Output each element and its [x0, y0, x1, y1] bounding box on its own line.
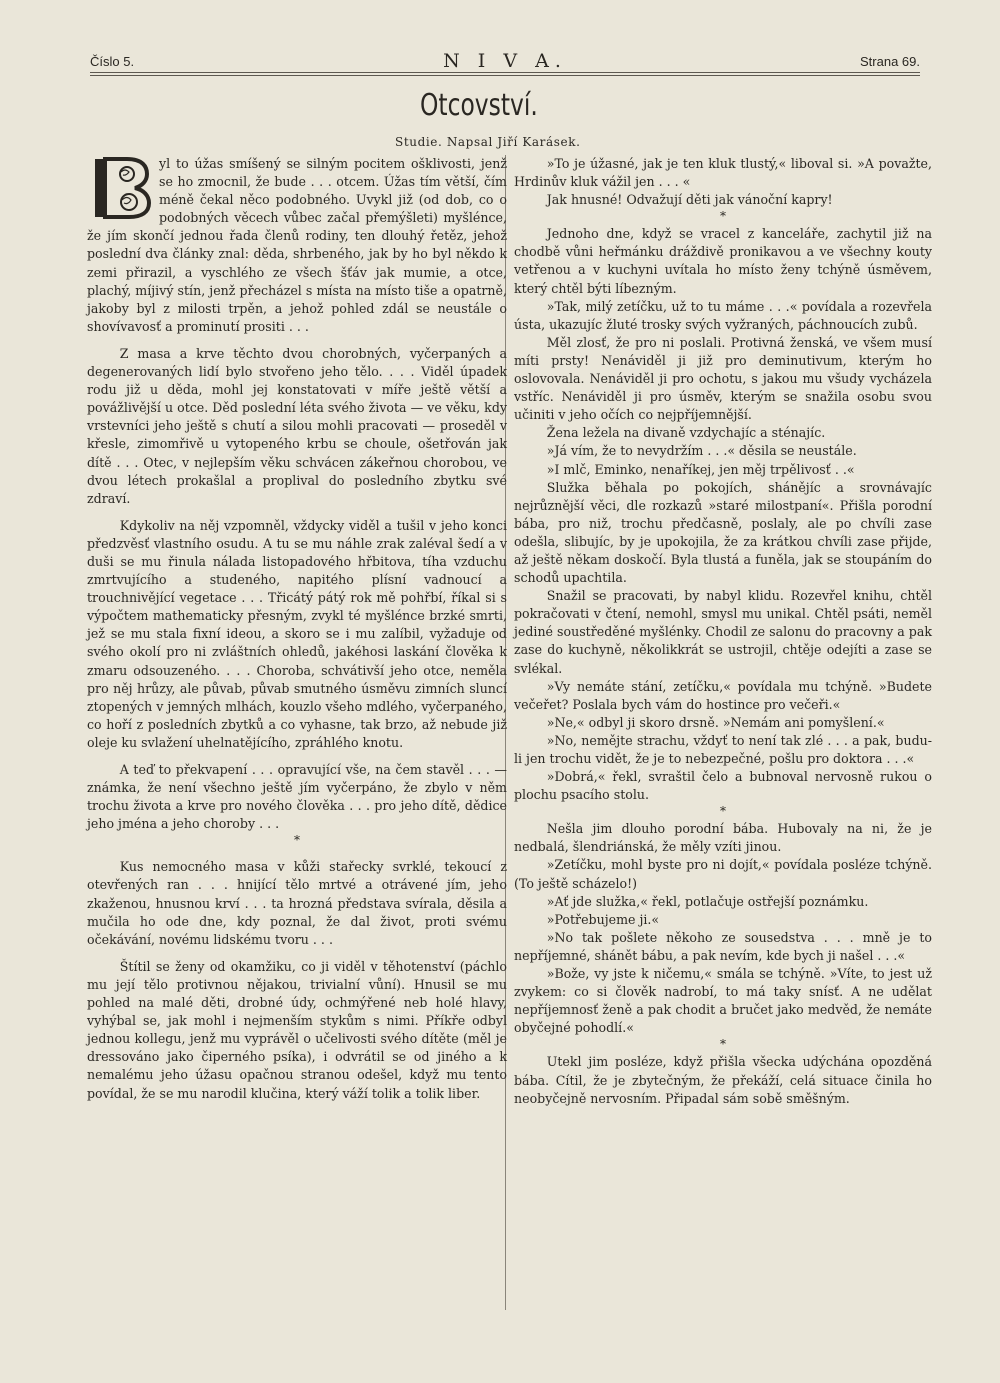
article-title: Otcovství.: [420, 88, 538, 123]
paragraph: »Zetíčku, mohl byste pro ni dojít,« povídala posléze tchýně. (To ještě scházelo!): [514, 857, 932, 891]
left-column: [87, 155, 507, 1103]
paragraph: Nešla jim dlouho porodní bába. Hubovaly na ni, že je nedbalá, šlendriánská, že měly vzíti jinou.: [514, 821, 932, 855]
paragraph: »Já vím, že to nevydržím . . .« děsila se neustále.: [546, 443, 857, 459]
paragraph: yl to úžas smíšený se silným pocitem ošklivosti, jenž se ho zmocnil, že bude . . . otcem. Úžas tím větší, čím méně čekal něco podobného. Uvykl již (od dob, co o podobných věcech vůbec začal přemýšleti) myšlénce, že jím skončí jednou řada členů rodiny, ten dlouhý řetěz, jehož poslední dva články znal: děda, shrbeného, jak by ho byl někdo k zemi přirazil, a vyschlého ze všech šťáv jak mumie, a otce, plachý, míjivý stín, jenž přecházel s místa na místo tiše a opatrně, jakoby byl z milosti trpěn, a jehož pohled zdál se neustále o shovívavosť a prominutí prositi . . .: [87, 156, 507, 334]
header-rule-double: [90, 75, 920, 76]
section-separator: *: [720, 804, 726, 819]
paragraph: »Ne,« odbyl ji skoro drsně. »Nemám ani pomyšlení.«: [546, 714, 885, 730]
paragraph: Jak hnusné! Odvažují děti jak vánoční kapry!: [546, 192, 833, 208]
paragraph: Žena ležela na divaně vzdychajíc a sténajíc.: [546, 425, 826, 441]
article-byline: Studie. Napsal Jiří Karásek.: [395, 135, 581, 149]
header-rule: [90, 72, 920, 73]
section-separator: *: [720, 1037, 726, 1052]
paragraph: Štítil se ženy od okamžiku, co ji viděl v těhotenství (páchlo mu její tělo protivnou nějakou, trivialní vůní). Hnusil se mu pohled na malé děti, drobné údy, ochmýřené neb holé hlavy, vyhýbal se, jak mohl i nejmenším stykům s nimi. Příkře odbyl jednou kollegu, jenž mu vyprávěl o učelivosti svého dítěte (měl je dressováno jako čiperného psíka), i odvrátil se od jiného a k nemalému jeho úžasu opačnou stranou odešel, když mu tento povídal, že se mu narodil klučina, který váží tolik a tolik liber.: [87, 958, 507, 1101]
paragraph: »To je úžasné, jak je ten kluk tlustý,« liboval si. »A považte, Hrdinův kluk vážil jen . . . «: [514, 156, 932, 190]
paragraph: »Vy nemáte stání, zetíčku,« povídala mu tchýně. »Budete večeřet? Poslala bych vám do hostince pro večeři.«: [514, 678, 932, 712]
paragraph: Měl zlosť, že pro ni poslali. Protivná ženská, ve všem musí míti prsty! Nenáviděl ji již pro deminutivum, kterým ho oslovovala. Nenáviděl ji pro ochotu, s jakou mu všudy vycházela vstříc. Nenáviděl ji pro úsměv, kterým se snažila osobu svou učiniti v jeho očích co nejpříjemnější.: [514, 334, 932, 423]
paragraph: »No tak pošlete někoho ze sousedstva . . . mně je to nepříjemné, shánět bábu, a pak nevím, kde bych ji našel . . .«: [514, 929, 932, 963]
paragraph: »Dobrá,« řekl, svraštil čelo a bubnoval nervosně rukou o plochu psacího stolu.: [514, 769, 932, 803]
section-separator: *: [294, 833, 300, 848]
paragraph: A teď to překvapení . . . opravující vše, na čem stavěl . . . — známka, že není všechno ještě jím vyčerpáno, že zbylo v něm trochu života a krve pro nového člověka . . . pro jeho dítě, dědice jeho jména a jeho choroby . . .: [87, 762, 507, 832]
paragraph: »I mlč, Eminko, nenaříkej, jen měj trpělivosť . .«: [546, 461, 855, 477]
dropcap-b-icon: [91, 157, 153, 219]
right-column: [514, 155, 932, 1108]
paragraph: »Bože, vy jste k ničemu,« smála se tchýně. »Víte, to jest už zvykem: co si člověk nadrobí, to má taky snísť. A ne udělat nepříjemnosť ženě a pak chodit a bručet jako medvěd, že nemáte obyčejné pohodlí.«: [514, 966, 932, 1036]
running-header: [90, 50, 920, 72]
paragraph: Kus nemocného masa v kůži stařecky svrklé, tekoucí z otevřených ran . . . hnijící tělo mrtvé a otrávené jím, jeho zkaženou, hnusnou krví . . . ta hrozná představa svírala, děsila a mučila ho ode dne, kdy poznal, že dal život, proti svému očekávání, novému lidskému tvoru . . .: [87, 859, 507, 947]
paragraph: Snažil se pracovati, by nabyl klidu. Rozevřel knihu, chtěl pokračovati v čtení, nemohl, smysl mu unikal. Chtěl psáti, neměl jediné soustředěné myšlénky. Chodil ze salonu do pracovny a pak zase do kuchyně, několikkrát se ustrojil, chtěje odejíti a zase se svlékal.: [514, 588, 932, 676]
paragraph: »Potřebujeme ji.«: [546, 911, 660, 927]
ornamental-dropcap: [91, 157, 153, 219]
paragraph: »No, nemějte strachu, vždyť to není tak zlé . . . a pak, budu-li jen trochu vidět, že je to nebezpečné, pošlu pro doktora . . .«: [514, 732, 932, 766]
journal-name: N I V A.: [443, 50, 567, 72]
page-number: Strana 69.: [860, 54, 920, 69]
issue-number: Číslo 5.: [90, 54, 135, 69]
paragraph: »Ať jde služka,« řekl, potlačuje ostřejší poznámku.: [546, 893, 869, 909]
paragraph: Kdykoliv na něj vzpomněl, vždycky viděl a tušil v jeho konci předzvěsť vlastního osudu. A tu se mu náhle zrak zaléval šedí a v duši se mu řinula nálada listopadového hřbitova, tíha vzduchu zmrtvujícího a studeného, napitého plísní vadnoucí a trouchnivějící vegetace . . . Třicátý pátý rok mě pohřbí, říkal si s výpočtem mathematicky přesným, zvykl té myšlénce brzké smrti, jež se mu stala fixní ideou, a skoro se i mu zalíbil, vyžaduje od svého okolí pro ni zvláštních ohledů, jakéhosi laskání člověka k zmaru odsouzeného. . . . Choroba, schvátivší jeho otce, neměla pro něj hrůzy, ale půvab, půvab smutného úsměvu zimních sluncí ztopených v jemných mlhách, kouzlo všeho mdlého, vyčerpaného, co hoří z posledních zbytků a co vyhasne, tak brzo, až nebude již oleje ku svlažení uhelnatějícího, zpráhlého knotu.: [87, 517, 507, 750]
paragraph: Z masa a krve těchto dvou chorobných, vyčerpaných a degenerovaných lidí bylo stvořeno jeho tělo. . . . Viděl úpadek rodu již u děda, mohl jej konstatovati v míře ještě větší a povážlivější u otce. Děd poslední léta svého života — ve věku, kdy vrstevníci jeho ještě s chutí a silou mohli pracovati — proseděl v křesle, zimomřivě u vytopeného krbu se choule, ošetřován jak dítě . . . Otec, v nejlepším věku schvácen zákeřnou chorobou, ve dvou létech prokašlal a proplival do posledního zbytku své zdraví.: [87, 345, 507, 506]
section-separator: *: [720, 209, 726, 224]
paragraph: Utekl jim posléze, když přišla všecka udýchána opozděná bába. Cítil, že je zbytečným, že překáží, celá situace činila ho neobyčejně nervosním. Připadal sám sobě směšným.: [514, 1054, 932, 1106]
paragraph: Služka běhala po pokojích, shánějíc a srovnávajíc nejrůznější věci, dle rozkazů »staré milostpaní«. Přišla porodní bába, pro niž, trochu předčasně, poslaly, ale po chvíli zase odešla, slibujíc, by je upokojila, že za krátkou chvíli zase přijde, až ještě někam doskočí. Byla tlustá a funěla, jak se stoupáním do schodů upachtila.: [514, 479, 932, 586]
paragraph: »Tak, milý zetíčku, už to tu máme . . .« povídala a rozevřela ústa, ukazujíc žluté trosky svých vyžraných, páchnoucích zubů.: [514, 298, 932, 332]
paragraph: Jednoho dne, když se vracel z kanceláře, zachytil již na chodbě vůni heřmánku dráždivě pronikavou a ve všechny kouty vetřenou a v kuchyni uvítala ho místo ženy tchýně úsměvem, který chtěl býti líbezným.: [514, 226, 932, 296]
